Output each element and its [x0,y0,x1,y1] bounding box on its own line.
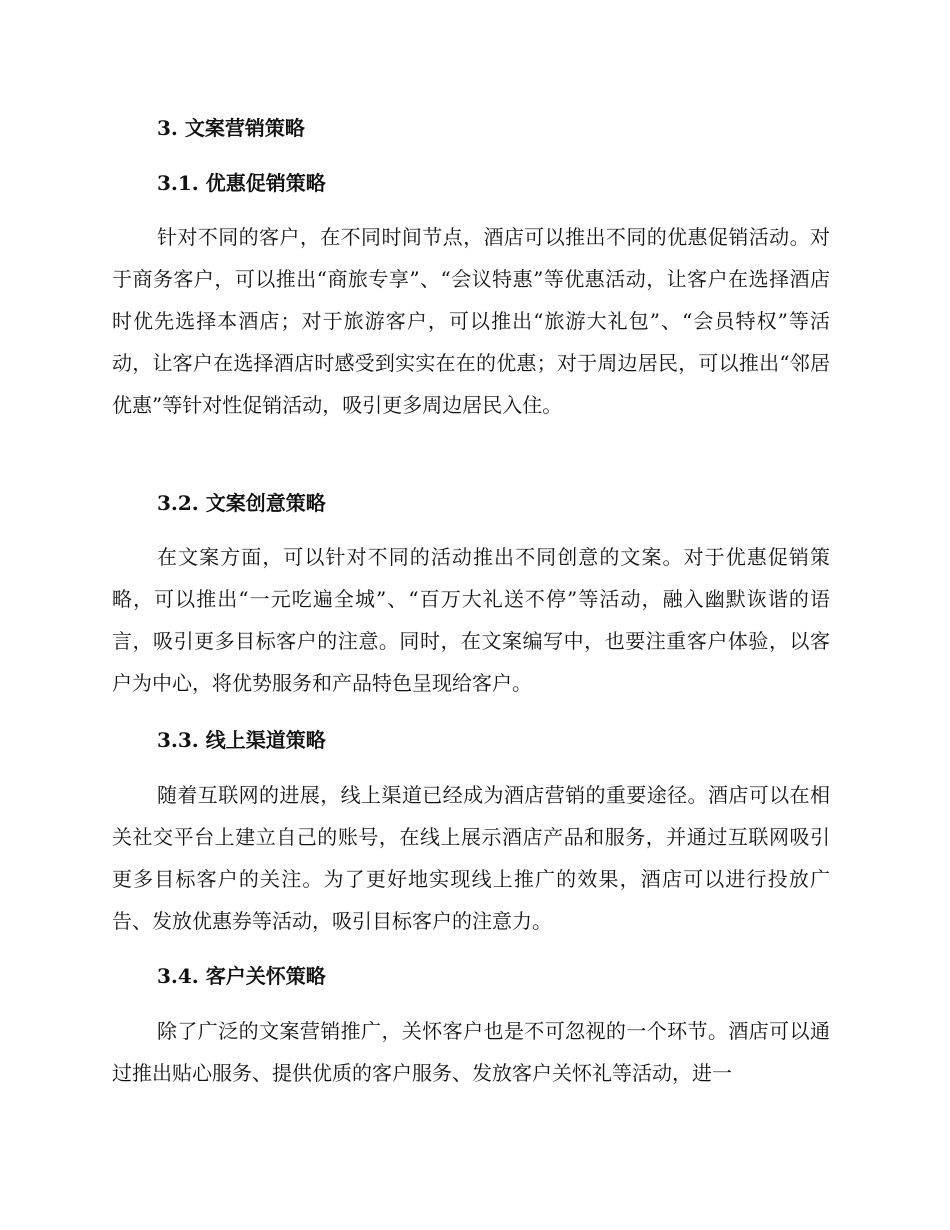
paragraph: 针对不同的客户，在不同时间节点，酒店可以推出不同的优惠促销活动。对于商务客户，可以推出“商旅专享”、“会议特惠”等优惠活动，让客户在选择酒店时优先选择本酒店；对于旅游客户，可以推出“旅游大礼包”、“会员特权”等活动，让客户在选择酒店时感受到实实在在的优惠；对于周边居民，可以推出“邻居优惠”等针对性促销活动，吸引更多周边居民入住。 [112,225,830,417]
subsection-heading: 3.3. 线上渠道策略 [157,728,326,752]
subsection-heading: 3.2. 文案创意策略 [157,491,326,515]
paragraph: 在文案方面，可以针对不同的活动推出不同创意的文案。对于优惠促销策略，可以推出“一元吃遍全城”、“百万大礼送不停”等活动，融入幽默诙谐的语言，吸引更多目标客户的注意。同时，在文案编写中，也要注重客户体验，以客户为中心，将优势服务和产品特色呈现给客户。 [112,545,830,695]
subsection-heading: 3.1. 优惠促销策略 [157,171,326,195]
subsection-heading: 3.4. 客户关怀策略 [157,964,326,988]
section-title: 3. 文案营销策略 [157,116,305,140]
paragraph: 随着互联网的进展，线上渠道已经成为酒店营销的重要途径。酒店可以在相关社交平台上建立自己的账号，在线上展示酒店产品和服务，并通过互联网吸引更多目标客户的关注。为了更好地实现线上推广的效果，酒店可以进行投放广告、发放优惠券等活动，吸引目标客户的注意力。 [112,783,830,933]
paragraph: 除了广泛的文案营销推广，关怀客户也是不可忽视的一个环节。酒店可以通过推出贴心服务、提供优质的客户服务、发放客户关怀礼等活动，进一 [112,1019,830,1085]
